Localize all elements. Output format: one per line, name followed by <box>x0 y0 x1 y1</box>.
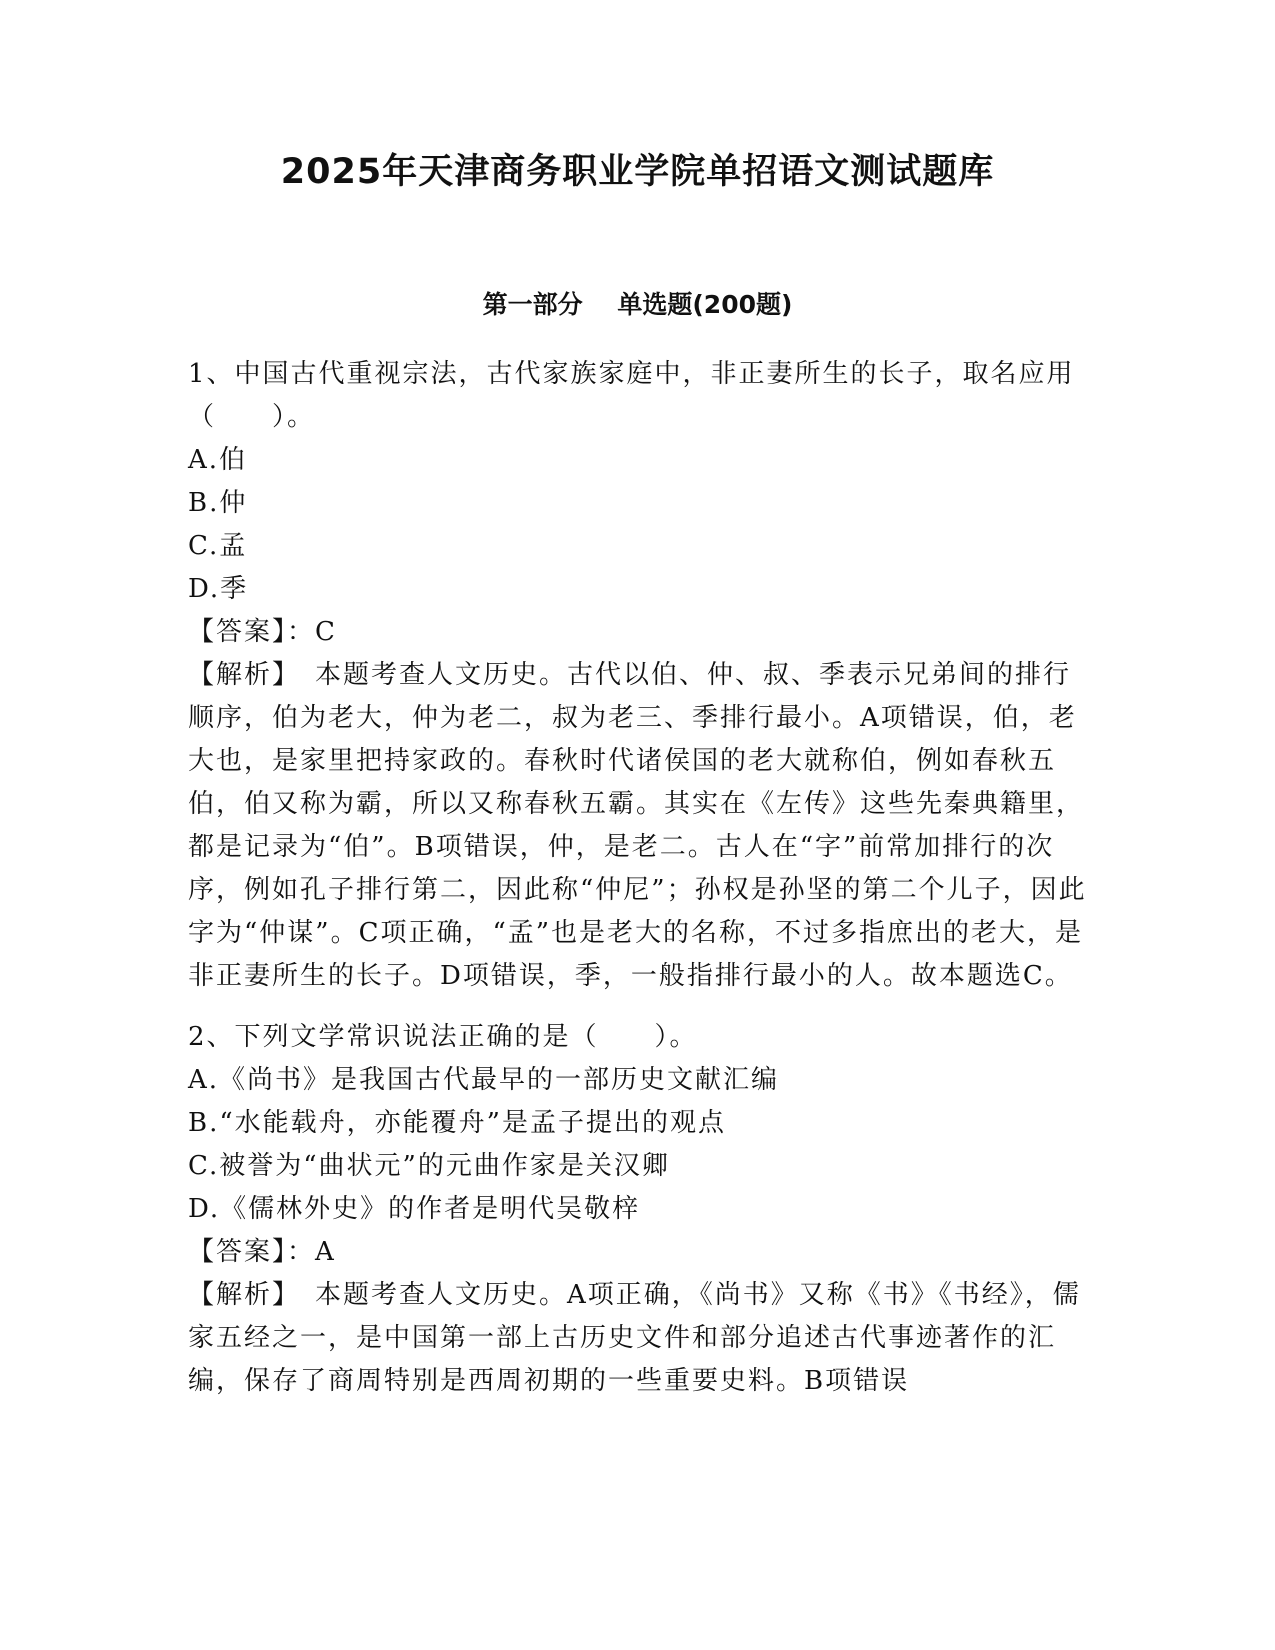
analysis-paragraph <box>188 1274 1088 1403</box>
analysis-label: 【解析】 <box>188 1280 316 1310</box>
option-b: B.“水能载舟，亦能覆舟”是孟子提出的观点 <box>188 1108 726 1138</box>
option-c: C.被誉为“曲状元”的元曲作家是关汉卿 <box>188 1151 670 1181</box>
option-a: A.伯 <box>188 445 248 475</box>
question-stem: 1、中国古代重视宗法，古代家族家庭中，非正妻所生的长子，取名应用（ ）。 <box>188 359 1075 432</box>
option-b: B.仲 <box>188 488 248 518</box>
question-stem: 2、下列文学常识说法正确的是（ ）。 <box>188 1022 698 1052</box>
answer-value: A <box>315 1237 336 1267</box>
analysis-paragraph <box>188 654 1088 998</box>
analysis-label: 【解析】 <box>188 660 316 690</box>
answer-line <box>188 611 1088 654</box>
document-title: 2025年天津商务职业学院单招语文测试题库 <box>280 152 995 192</box>
answer-line <box>188 1231 1088 1274</box>
option-a: A.《尚书》是我国古代最早的一部历史文献汇编 <box>188 1065 780 1095</box>
section-heading: 第一部分 单选题(200题) <box>482 290 793 319</box>
option-c: C.孟 <box>188 531 248 561</box>
analysis-text: 本题考查人文历史。古代以伯、仲、叔、季表示兄弟间的排行顺序，伯为老大，仲为老二，叔为老三、季排行最小。A项错误，伯，老大也，是家里把持家政的。春秋时代诸侯国的老大就称伯，例如春秋五伯，伯又称为霸，所以又称春秋五霸。其实在《左传》这些先秦典籍里，都是记录为“伯”。B项错误，仲，是老二。古人在“字”前常加排行的次序，例如孔子排行第二，因此称“仲尼”；孙权是孙坚的第二个儿子，因此字为“仲谋”。C项正确，“孟”也是老大的名称，不过多指庶出的老大，是非正妻所生的长子。D项错误，季，一般指排行最小的人。故本题选C。 <box>188 660 1087 991</box>
question-list <box>188 353 1088 1403</box>
answer-value: C <box>315 617 337 647</box>
question-item <box>188 353 1088 998</box>
question-item <box>188 1016 1088 1403</box>
analysis-text: 本题考查人文历史。A项正确，《尚书》又称《书》《书经》，儒家五经之一，是中国第一部上古历史文件和部分追述古代事迹著作的汇编，保存了商周特别是西周初期的一些重要史料。B项错误 <box>188 1280 1081 1396</box>
option-d: D.《儒林外史》的作者是明代吴敬梓 <box>188 1194 641 1224</box>
answer-label: 【答案】： <box>188 617 316 647</box>
answer-label: 【答案】： <box>188 1237 316 1267</box>
option-d: D.季 <box>188 574 249 604</box>
